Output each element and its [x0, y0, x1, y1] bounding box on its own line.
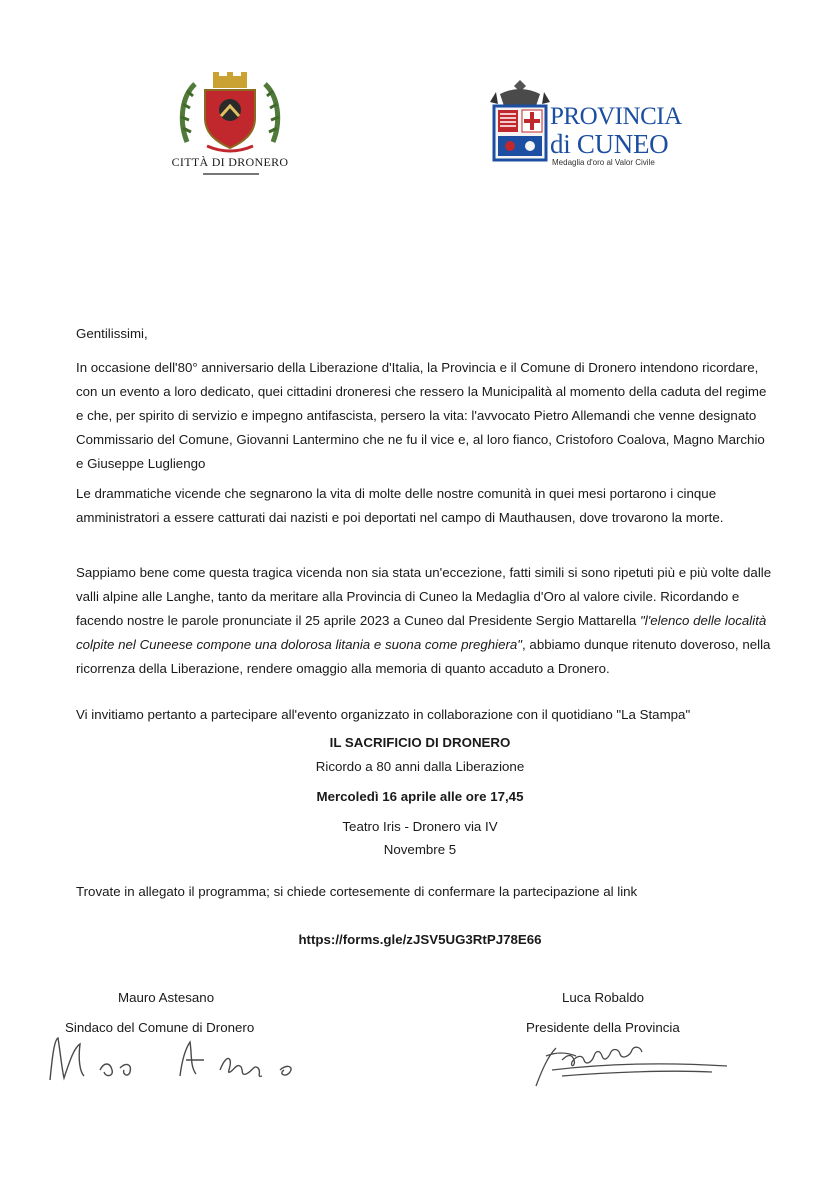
- rsvp-link[interactable]: https://forms.gle/zJSV5UG3RtPJ78E66: [298, 932, 542, 947]
- paragraph-1: [76, 356, 772, 476]
- right-signature-icon: [522, 1030, 732, 1090]
- event-subtitle: Ricordo a 80 anni dalla Liberazione: [315, 759, 525, 774]
- provincia-title: PROVINCIA: [550, 103, 682, 130]
- paragraph-5: Trovate in allegato il programma; si chiede cortesemente di confermare la partecipazione al link: [76, 884, 638, 899]
- mattarella-quote: "l'elenco delle località colpite nel Cuneese compone una dolorosa litania e suona come preghiera": [76, 613, 767, 652]
- medaglia-caption: Medaglia d'oro al Valor Civile: [552, 158, 655, 167]
- greeting: Gentilissimi,: [76, 326, 148, 341]
- dronero-crest-icon: [177, 72, 283, 154]
- cuneo-title: di CUNEO: [550, 129, 669, 159]
- paragraph-3: [76, 561, 772, 681]
- event-date: Mercoledì 16 aprile alle ore 17,45: [316, 789, 524, 804]
- left-signature-icon: [40, 1030, 320, 1085]
- dronero-logo: [165, 72, 295, 182]
- paragraph-4: Vi invitiamo pertanto a partecipare all'evento organizzato in collaborazione con il quotidiano "La Stampa": [76, 707, 691, 722]
- event-place-line1: Teatro Iris - Dronero via IV: [342, 819, 498, 834]
- paragraph-3-text-b: , abbiamo dunque ritenuto doveroso, nella ricorrenza della Liberazione, rendere omaggio alla memoria di quanto accaduto a Dronero.: [76, 637, 771, 676]
- cuneo-crest-icon: [490, 78, 550, 164]
- right-signer-name: Luca Robaldo: [562, 990, 645, 1005]
- paragraph-3-text-a: Sappiamo bene come questa tragica vicenda non sia stata un'eccezione, fatti simili si sono ripetuti più e più volte dalle valli alpine alle Langhe, tanto da meritare alla Provincia di Cuneo la Medaglia d'Oro al valore civile. Ricordando e facendo nostre le parole pronunciate il 25 aprile 2023 a Cuneo dal Presidente Sergio Mattarella: [76, 565, 772, 628]
- paragraph-1-text: In occasione dell'80° anniversario della Liberazione d'Italia, la Provincia e il Comune di Dronero intendono ricordare, con un evento a loro dedicato, quei cittadini droneresi che ressero la Municipalità al momento della caduta del regime e che, per spirito di servizio e impegno antifascista, persero la vita: l'avvocato Pietro Allemandi che venne designato Commissario del Comune, Giovanni Lantermino che ne fu il vice e, al loro fianco, Cristoforo Coalova, Magno Marchio e Giuseppe Lugliengo: [76, 360, 767, 471]
- event-place-line2: Novembre 5: [383, 842, 457, 857]
- left-signer-role: Sindaco del Comune di Dronero: [65, 1020, 255, 1035]
- provincia-cuneo-logo: [490, 78, 690, 170]
- left-signer-name: Mauro Astesano: [118, 990, 215, 1005]
- logo-divider: [203, 173, 259, 175]
- event-title: IL SACRIFICIO DI DRONERO: [329, 735, 511, 750]
- dronero-logo-label: CITTÀ DI DRONERO: [171, 155, 289, 169]
- paragraph-2: Le drammatiche vicende che segnarono la vita di molte delle nostre comunità in quei mesi portarono i cinque amministratori a essere catturati dai nazisti e poi deportati nel campo di Mauthausen, dove trovarono la morte.: [76, 486, 724, 525]
- right-signer-role: Presidente della Provincia: [526, 1020, 680, 1035]
